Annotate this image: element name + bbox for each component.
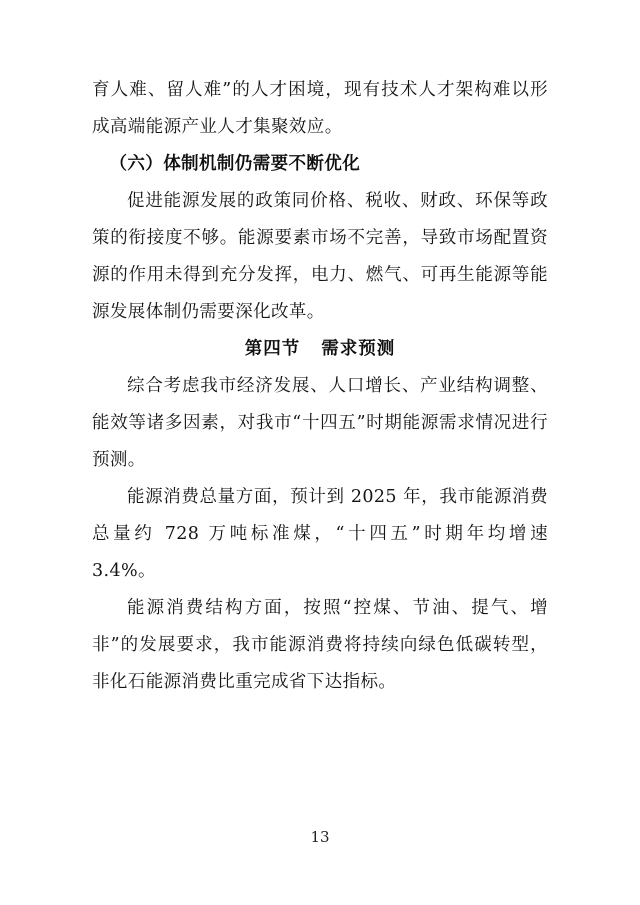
- page-content: [92, 72, 548, 701]
- section-label: 第四节: [244, 339, 301, 359]
- paragraph-mechanism: 促进能源发展的政策同价格、税收、财政、环保等政策的衔接度不够。能源要素市场不完善，导致市场配置资源的作用未得到充分发挥，电力、燃气、可再生能源等能源发展体制仍需要深化改革。: [92, 191, 548, 322]
- paragraph-consumption-structure: 能源消费结构方面，按照“控煤、节油、提气、增非”的发展要求，我市能源消费将持续向绿色低碳转型，非化石能源消费比重完成省下达指标。: [92, 598, 548, 692]
- paragraph-forecast-intro: 综合考虑我市经济发展、人口增长、产业结构调整、能效等诸多因素，对我市“十四五”时期能源需求情况进行预测。: [92, 376, 548, 470]
- paragraph-continuation: 育人难、留人难”的人才困境，现有技术人才架构难以形成高端能源产业人才集聚效应。: [92, 80, 548, 137]
- section-title: 需求预测: [321, 339, 396, 359]
- paragraph-total-consumption: 能源消费总量方面，预计到 2025 年，我市能源消费总量约 728 万吨标准煤，“十四五”时期年均增速 3.4%。: [92, 487, 548, 581]
- heading-section-six: （六）体制机制仍需要不断优化: [109, 154, 361, 174]
- heading-section-four: [92, 331, 548, 368]
- page-number: 13: [310, 828, 330, 846]
